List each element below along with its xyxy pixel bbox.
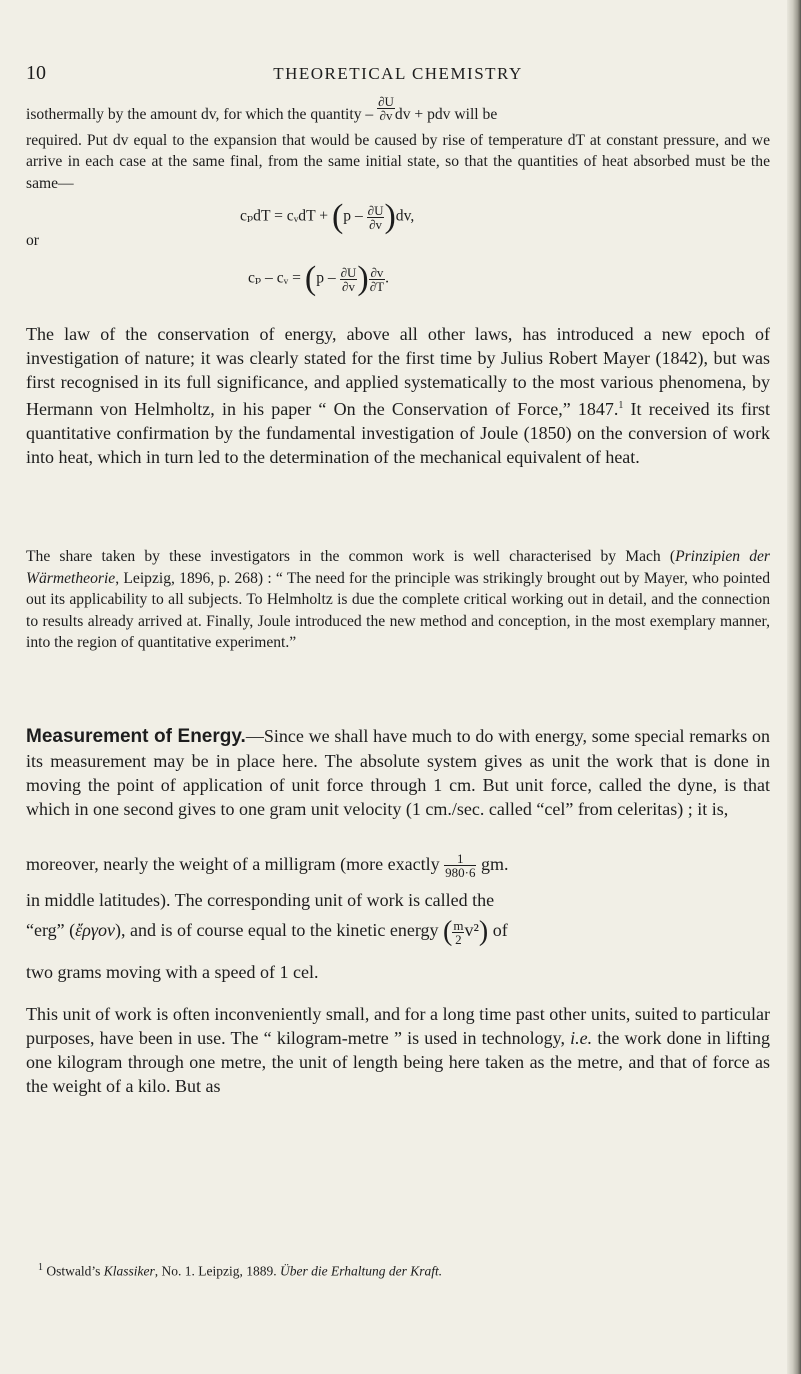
footnote-marker: 1 (618, 400, 624, 411)
paren-close: ) (357, 260, 369, 297)
share-text-b: , Leipzig, 1896, p. 268) : “ The need for the principle was strikingly brought out by Mayer, who pointed out its applicability to all subjects. To Helmholtz is due the complete critical working out in detail, and the connection to results already arrived at. Finally, Joule introduced the new method and conception, in the most exemplary manner, into the region of quantitative experiment.” (26, 569, 770, 651)
intro-text-rest: required. Put dv equal to the expansion that would be caused by rise of temperature dT at constant pressure, and we arrive in each case at the same final, from the same initial state, so that the quantities of heat absorbed must be the same— (26, 131, 770, 192)
eq1-left: cₚdT = cᵥdT + (240, 207, 332, 225)
frac-num: 1 (444, 852, 476, 866)
eq1-post: dv, (395, 207, 415, 225)
section-heading: Measurement of Energy. (26, 726, 246, 747)
frac-den: 2 (455, 931, 462, 947)
unit-paragraph (26, 1002, 770, 1098)
milligram-line (26, 852, 770, 879)
milligram-unit: gm. (476, 854, 509, 874)
eq2-post: . (385, 269, 389, 287)
eq2-fraction-a (340, 266, 358, 293)
measurement-paragraph (26, 724, 770, 821)
intro-text-a: isothermally by the amount dv, for which the quantity – (26, 106, 378, 123)
erg-text-c: of (488, 920, 508, 941)
footnote-number: 1 (38, 1262, 43, 1273)
paren-close: ) (478, 916, 489, 947)
running-head: THEORETICAL CHEMISTRY (273, 64, 523, 83)
paren-close: ) (384, 198, 396, 235)
eq1-inner: p – (343, 207, 367, 225)
paren-open: ( (304, 260, 317, 297)
middle-latitudes-line: in middle latitudes). The corresponding unit of work is called the (26, 890, 495, 910)
equation-1 (240, 200, 414, 234)
erg-line (26, 918, 770, 946)
share-paragraph (26, 546, 770, 654)
footnote (38, 1262, 768, 1280)
frac-den: ∂v (342, 278, 355, 294)
erg-greek: ἔργον (75, 920, 115, 941)
equation-2 (248, 262, 389, 296)
eq2-fraction-b (369, 266, 385, 293)
intro-text-b: dv + pdv will be (394, 106, 498, 123)
paren-open: ( (331, 198, 344, 235)
frac-den: 980·6 (445, 865, 476, 881)
frac-num: ∂U (367, 202, 384, 218)
page-number: 10 (26, 62, 46, 84)
page-edge-shadow (787, 0, 801, 1374)
page-header (26, 62, 770, 88)
unit-text-a: This unit of work is often inconveniently small, and for a long time past other units, suited to particular purposes, have been in use. The “ kilogram-metre ” is used in technology, (26, 1004, 770, 1048)
energy-text-b: It received its first quantitative confirmation by the fundamental investigation of Joule (1850) on the conversion of work into heat, which in turn led to the determination of the mechanical equivalent of heat. (26, 399, 770, 467)
eq1-fraction (367, 204, 385, 231)
eq2-inner: p – (316, 269, 340, 287)
two-grams-line: two grams moving with a speed of 1 cel. (26, 962, 319, 982)
milligram-text: moreover, nearly the weight of a milligram (more exactly (26, 854, 445, 874)
intro-paragraph (26, 93, 770, 194)
frac-num: ∂U (378, 93, 394, 109)
frac-num: ∂U (340, 264, 357, 280)
ie-italic: i.e. (570, 1028, 593, 1048)
frac-den: ∂v (369, 216, 383, 232)
footnote-italic-a: Klassiker (103, 1263, 155, 1279)
frac-num: m (453, 917, 464, 933)
paren-open: ( (443, 916, 453, 947)
milligram-fraction (444, 852, 476, 879)
kinetic-v2: v² (464, 920, 479, 941)
share-text-a: The share taken by these investigators in the common work is well characterised by Mach ( (26, 548, 676, 565)
frac-den: ∂v (379, 107, 393, 123)
footnote-text-b: , No. 1. Leipzig, 1889. (154, 1263, 280, 1279)
energy-paragraph (26, 322, 770, 469)
footnote-text-a: Ostwald’s (43, 1263, 104, 1279)
partial-u-fraction (377, 95, 395, 122)
unit-text-b: the work done in lifting one kilogram through one metre, the unit of length being here taken as the metre, and that of force as the weight of a kilo. But as (26, 1028, 770, 1096)
energy-text-a: The law of the conservation of energy, above all other laws, has introduced a new epoch of investigation of nature; it was clearly stated for the first time by Julius Robert Mayer (1842), but was first recognised in its full significance, and applied systematically to the most various phenomena, by Hermann von Helmholtz, in his paper “ On the Conservation of Force,” 1847. (26, 324, 770, 419)
eq2-left: cₚ – cᵥ = (248, 269, 305, 287)
or-label: or (26, 232, 39, 249)
footnote-italic-b: Über die Erhaltung der Kraft. (280, 1263, 443, 1279)
frac-num: ∂v (370, 264, 384, 280)
erg-text-a: “erg” ( (26, 920, 76, 941)
erg-text-b: ), and is of course equal to the kinetic energy (114, 920, 444, 941)
frac-den: ∂T (369, 278, 385, 294)
intro-first-line (26, 93, 770, 126)
measurement-text-a: —Since we shall have much to do with energy, some special remarks on its measurement may be in place here. The absolute system gives as unit the work that is done in moving the point of application of unit force through 1 cm. But unit force, called the dyne, is that which in one second gives to one gram unit velocity (1 cm./sec. called “cel” from celeritas) ; it is, (26, 726, 770, 819)
share-italic-title: Prinzipien der Wärmetheorie (26, 548, 770, 587)
kinetic-fraction (452, 919, 464, 946)
